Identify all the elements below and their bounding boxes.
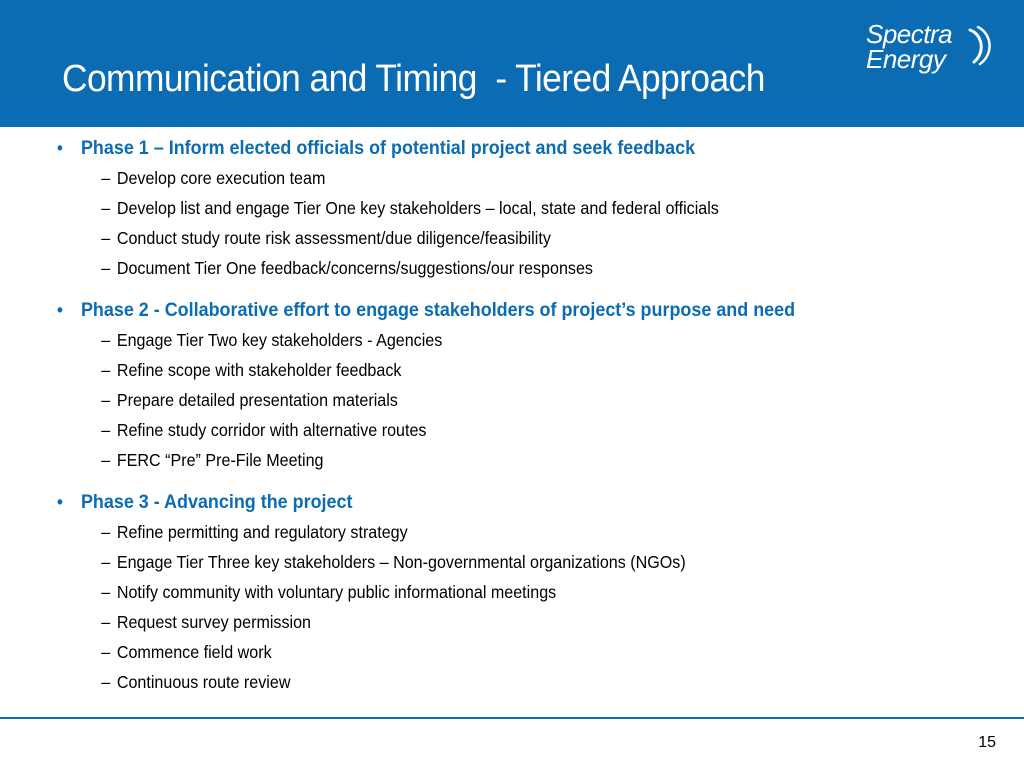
list-item: – Refine study corridor with alternative routes: [101, 420, 427, 440]
list-item: – Document Tier One feedback/concerns/suggestions/our responses: [101, 258, 593, 278]
bullet-icon: •: [57, 138, 63, 158]
list-item: – FERC “Pre” Pre-File Meeting: [101, 450, 324, 470]
dash-icon: –: [101, 582, 111, 602]
phase-section: [0, 137, 1024, 287]
dash-icon: –: [101, 168, 111, 188]
footer-divider: [0, 717, 1024, 719]
dash-icon: –: [101, 552, 111, 572]
list-item: – Refine scope with stakeholder feedback: [101, 360, 402, 380]
dash-icon: –: [101, 330, 111, 350]
list-item: – Commence field work: [101, 642, 272, 662]
page-number: 15: [978, 734, 996, 751]
bullet-icon: •: [57, 492, 63, 512]
dash-icon: –: [101, 390, 111, 410]
list-item: – Develop list and engage Tier One key stakeholders – local, state and federal officials: [101, 198, 719, 218]
dash-icon: –: [101, 522, 111, 542]
logo-line-2: Energy: [866, 44, 946, 74]
logo-line-1: Spectra: [866, 19, 953, 49]
phase-heading: • Phase 1 – Inform elected officials of potential project and seek feedback: [57, 137, 696, 159]
dash-icon: –: [101, 228, 111, 248]
slide-body: [0, 137, 1024, 701]
slide-title: Communication and Timing - Tiered Approach: [62, 58, 765, 100]
list-item: – Prepare detailed presentation materials: [101, 390, 398, 410]
dash-icon: –: [101, 612, 111, 632]
list-item: – Conduct study route risk assessment/due diligence/feasibility: [101, 228, 551, 248]
dash-icon: –: [101, 360, 111, 380]
list-item: – Continuous route review: [101, 672, 291, 692]
dash-icon: –: [101, 672, 111, 692]
phase-heading: • Phase 3 - Advancing the project: [57, 491, 353, 513]
dash-icon: –: [101, 420, 111, 440]
logo-arc-icon: [966, 26, 994, 66]
dash-icon: –: [101, 642, 111, 662]
dash-icon: –: [101, 450, 111, 470]
phase-section: [0, 491, 1024, 701]
phase-heading: • Phase 2 - Collaborative effort to engage stakeholders of project’s purpose and need: [57, 299, 796, 321]
slide-header: [0, 0, 1024, 127]
list-item: – Engage Tier Two key stakeholders - Agencies: [101, 330, 443, 350]
phase-section: [0, 299, 1024, 479]
list-item: – Develop core execution team: [101, 168, 326, 188]
list-item: – Request survey permission: [101, 612, 312, 632]
list-item: – Refine permitting and regulatory strategy: [101, 522, 408, 542]
spectra-energy-logo: [866, 19, 996, 92]
dash-icon: –: [101, 198, 111, 218]
bullet-icon: •: [57, 300, 63, 320]
dash-icon: –: [101, 258, 111, 278]
list-item: – Engage Tier Three key stakeholders – Non-governmental organizations (NGOs): [101, 552, 686, 572]
list-item: – Notify community with voluntary public informational meetings: [101, 582, 557, 602]
